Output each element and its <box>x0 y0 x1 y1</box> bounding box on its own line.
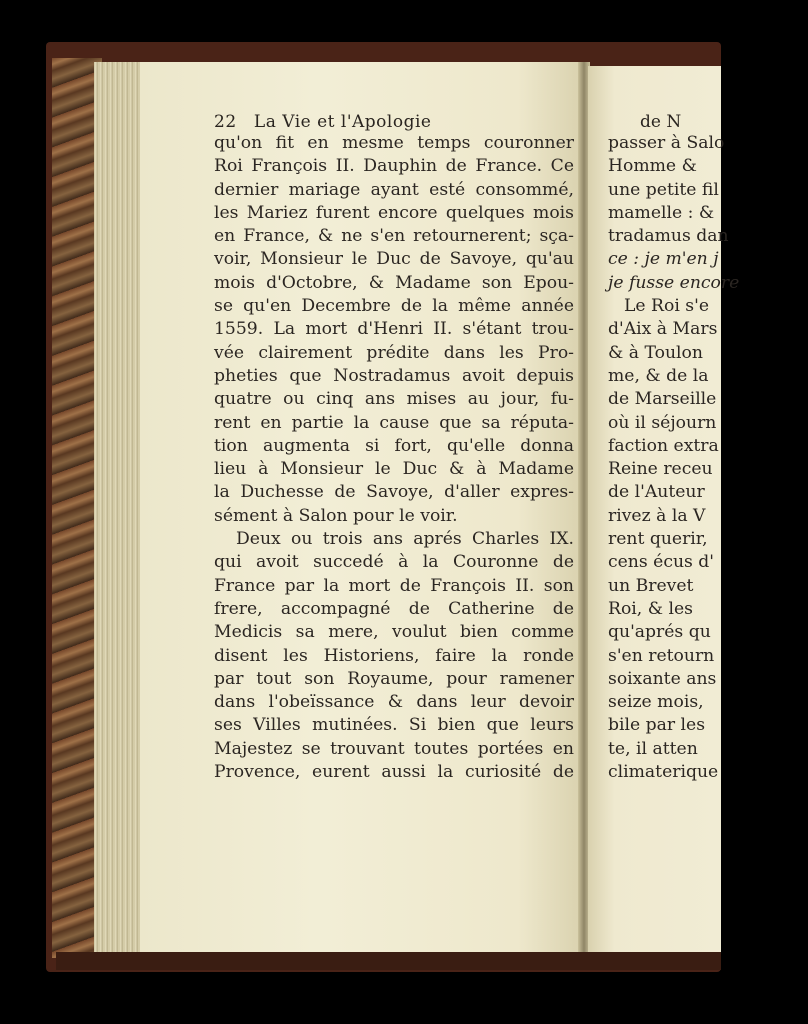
text-line: Deux ou trois ans aprés Charles IX. <box>236 529 574 550</box>
text-line: tion augmenta si fort, qu'elle donna <box>214 435 574 456</box>
text-line: de Marseille <box>608 389 717 410</box>
text-line: climaterique <box>608 762 719 783</box>
text-line: passer à Salo <box>608 133 725 153</box>
text-line: cens écus d' <box>608 552 715 573</box>
text-line: se qu'en Decembre de la même année <box>214 296 574 317</box>
text-line: qu'aprés qu <box>608 622 711 643</box>
text-line: frere, accompagné de Catherine de <box>214 598 574 619</box>
text-line: soixante ans <box>608 668 717 689</box>
cover-bottom-edge <box>56 952 721 970</box>
text-line: qui avoit succedé à la Couronne de <box>214 552 574 573</box>
text-line: voir, Monsieur le Duc de Savoye, qu'au <box>214 249 574 270</box>
right-page-text <box>608 132 808 784</box>
text-line: Homme & <box>608 156 697 177</box>
text-line: bile par les <box>608 715 706 736</box>
page-stack-edge <box>94 62 142 956</box>
text-line: Roi François II. Dauphin de France. Ce <box>214 156 574 177</box>
text-line: seize mois, <box>608 692 704 713</box>
text-line: vée clairement prédite dans les Pro- <box>214 342 574 363</box>
text-line: lieu à Monsieur le Duc & à Madame <box>214 459 574 480</box>
left-page-header <box>214 112 574 134</box>
text-line: rent en partie la cause que sa réputa- <box>214 412 574 433</box>
text-line: Medicis sa mere, voulut bien comme <box>214 622 574 643</box>
text-line: Majestez se trouvant toutes portées en <box>214 738 574 759</box>
text-line: mois d'Octobre, & Madame son Epou- <box>214 272 574 293</box>
left-page-text <box>214 132 574 784</box>
text-line: quatre ou cinq ans mises au jour, fu- <box>214 389 574 410</box>
right-page-clip <box>588 66 740 952</box>
text-line: qu'on fit en mesme temps couronner <box>214 133 574 153</box>
text-line: & à Toulon <box>608 342 703 363</box>
text-line: Roi, & les <box>608 598 693 619</box>
text-line: les Mariez furent encore quelques mois <box>214 202 574 223</box>
text-line: en France, & ne s'en retournerent; sça- <box>214 226 574 247</box>
text-line: dans l'obeïssance & dans leur devoir <box>214 692 574 713</box>
text-line: France par la mort de François II. son <box>214 575 574 596</box>
text-line: te, il atten <box>608 738 698 759</box>
text-line: Le Roi s'e <box>624 296 710 317</box>
text-line: faction extra <box>608 435 719 456</box>
text-line: la Duchesse de Savoye, d'aller expres- <box>214 482 574 503</box>
text-line: je fusse encore <box>608 272 740 293</box>
text-line: sément à Salon pour le voir. <box>214 505 458 526</box>
text-line: 1559. La mort d'Henri II. s'étant trou- <box>214 319 574 340</box>
text-line: par tout son Royaume, pour ramener <box>214 668 574 689</box>
text-line: rent querir, <box>608 529 708 550</box>
text-line: dernier mariage ayant esté consommé, <box>214 179 574 200</box>
text-line: où il séjourn <box>608 412 717 433</box>
text-line: une petite fil <box>608 179 719 200</box>
text-line: tradamus dan <box>608 226 729 247</box>
text-line: ses Villes mutinées. Si bien que leurs <box>214 715 574 736</box>
text-line: de l'Auteur <box>608 482 705 503</box>
text-line: rivez à la V <box>608 505 706 526</box>
text-line: un Brevet <box>608 575 694 596</box>
text-line: disent les Historiens, faire la ronde <box>214 645 574 666</box>
text-line: d'Aix à Mars <box>608 319 718 340</box>
right-page-header: de N <box>640 112 682 132</box>
text-line: me, & de la <box>608 365 709 386</box>
text-line: Provence, eurent aussi la curiosité de <box>214 762 574 783</box>
text-line: ce : je m'en j <box>608 249 719 270</box>
text-line: pheties que Nostradamus avoit depuis <box>214 365 574 386</box>
text-line: s'en retourn <box>608 645 715 666</box>
text-line: mamelle : & <box>608 202 715 223</box>
text-line: Reine receu <box>608 459 713 480</box>
page-number: 22 <box>214 112 237 132</box>
running-head: La Vie et l'Apologie <box>253 112 432 132</box>
